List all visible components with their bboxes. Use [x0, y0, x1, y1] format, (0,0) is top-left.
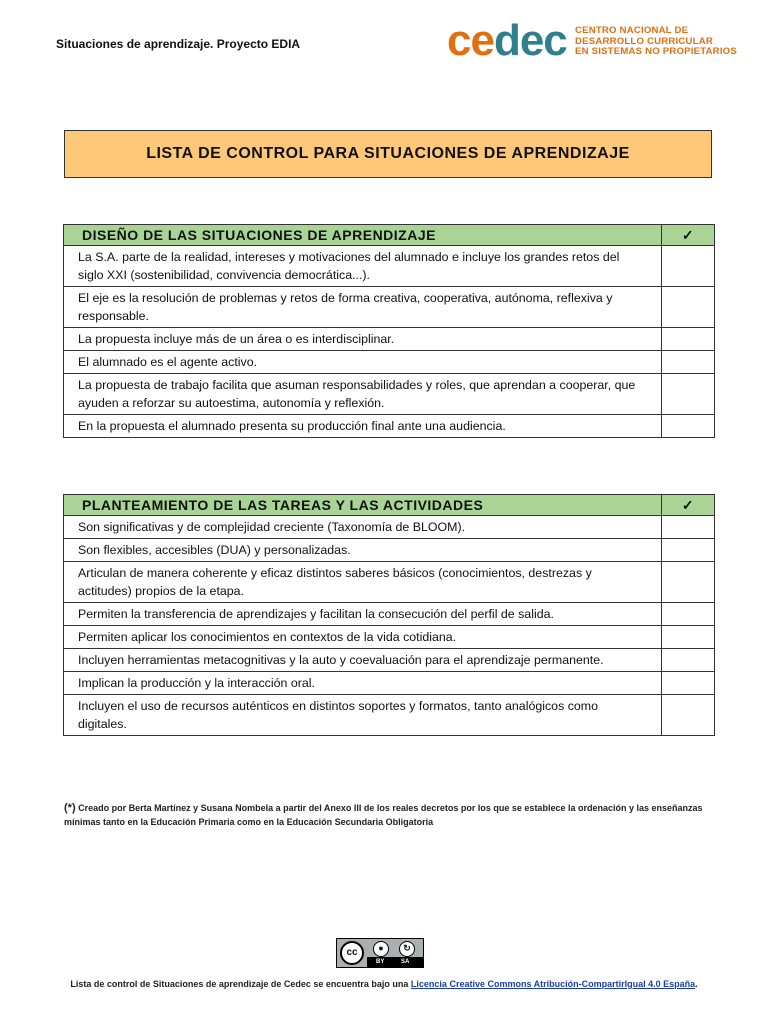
checklist-item-text: Permiten aplicar los conocimientos en contextos de la vida cotidiana. [64, 626, 662, 649]
checklist-item-text: El eje es la resolución de problemas y retos de forma creativa, cooperativa, autónoma, reflexiva y responsable. [64, 287, 662, 328]
share-alike-icon: ↻ [399, 941, 415, 957]
footnote-mark: (*) [64, 802, 76, 814]
license-end: . [695, 979, 698, 989]
checklist-item-text: Incluyen herramientas metacognitivas y la auto y coevaluación para el aprendizaje permanente. [64, 649, 662, 672]
license-text: Lista de control de Situaciones de aprendizaje de Cedec se encuentra bajo una [70, 979, 411, 989]
table-row [64, 539, 715, 562]
cc-badge-bar [367, 957, 423, 967]
table-row [64, 603, 715, 626]
checklist-item-text: Son flexibles, accesibles (DUA) y personalizadas. [64, 539, 662, 562]
by-person-icon: ● [373, 941, 389, 957]
by-label: BY [376, 959, 385, 965]
table-row [64, 672, 715, 695]
sa-label: SA [401, 959, 410, 965]
table-row [64, 415, 715, 438]
checklist-item-text: La propuesta incluye más de un área o es interdisciplinar. [64, 328, 662, 351]
document-header-title: Situaciones de aprendizaje. Proyecto EDIA [56, 37, 301, 51]
cedec-logo-word: cedec [447, 16, 567, 65]
checklist-item-text: Implican la producción y la interacción oral. [64, 672, 662, 695]
table-row [64, 695, 715, 736]
checklist-item-text: El alumnado es el agente activo. [64, 351, 662, 374]
design-checklist-table [63, 224, 715, 438]
checklist-item-text: La S.A. parte de la realidad, intereses y motivaciones del alumnado e incluye los grandes retos del siglo XXI (sostenibilidad, convivencia democrática...). [64, 246, 662, 287]
table-row [64, 626, 715, 649]
table-row [64, 649, 715, 672]
table-row [64, 328, 715, 351]
check-box[interactable] [662, 374, 715, 415]
section-heading: PLANTEAMIENTO DE LAS TAREAS Y LAS ACTIVIDADES [64, 495, 662, 516]
cc-icon: cc [340, 941, 364, 965]
creative-commons-badge[interactable] [336, 938, 424, 968]
checklist-item-text: Incluyen el uso de recursos auténticos en distintos soportes y formatos, tanto analógicos como digitales. [64, 695, 662, 736]
checklist-item-text: La propuesta de trabajo facilita que asuman responsabilidades y roles, que aprendan a cooperar, que ayuden a reforzar su autoestima, autonomía y reflexión. [64, 374, 662, 415]
table-header-row [64, 495, 715, 516]
check-box[interactable] [662, 539, 715, 562]
cedec-logo [447, 16, 737, 66]
check-box[interactable] [662, 672, 715, 695]
table-row [64, 287, 715, 328]
check-box[interactable] [662, 415, 715, 438]
tasks-checklist-table [63, 494, 715, 736]
footnote [64, 801, 714, 829]
check-box[interactable] [662, 246, 715, 287]
check-box[interactable] [662, 287, 715, 328]
cedec-logo-subtitle: CENTRO NACIONAL DE DESARROLLO CURRICULAR EN SISTEMAS NO PROPIETARIOS [575, 25, 737, 57]
table-row [64, 374, 715, 415]
table-row [64, 246, 715, 287]
check-box[interactable] [662, 649, 715, 672]
footnote-text: Creado por Berta Martínez y Susana Nombela a partir del Anexo III de los reales decretos por los que se establece la ordenación y las enseñanzas mínimas tanto en la Educación Primaria como en la Educación Secundaria Obligatoria [64, 803, 703, 827]
check-box[interactable] [662, 351, 715, 374]
table-row [64, 351, 715, 374]
check-box[interactable] [662, 695, 715, 736]
checklist-item-text: Son significativas y de complejidad creciente (Taxonomía de BLOOM). [64, 516, 662, 539]
license-line [0, 979, 768, 989]
section-heading: DISEÑO DE LAS SITUACIONES DE APRENDIZAJE [64, 225, 662, 246]
checklist-item-text: Permiten la transferencia de aprendizajes y facilitan la consecución del perfil de salida. [64, 603, 662, 626]
table-row [64, 516, 715, 539]
check-box[interactable] [662, 562, 715, 603]
check-box[interactable] [662, 603, 715, 626]
table-row [64, 562, 715, 603]
check-box[interactable] [662, 626, 715, 649]
check-icon: ✓ [662, 495, 715, 516]
license-link[interactable]: Licencia Creative Commons Atribución-CompartirIgual 4.0 España [410, 979, 696, 989]
check-icon: ✓ [662, 225, 715, 246]
main-title: LISTA DE CONTROL PARA SITUACIONES DE APRENDIZAJE [64, 130, 712, 178]
checklist-item-text: En la propuesta el alumnado presenta su producción final ante una audiencia. [64, 415, 662, 438]
check-box[interactable] [662, 328, 715, 351]
check-box[interactable] [662, 516, 715, 539]
table-header-row [64, 225, 715, 246]
checklist-item-text: Articulan de manera coherente y eficaz distintos saberes básicos (conocimientos, destrezas y actitudes) propios de la etapa. [64, 562, 662, 603]
